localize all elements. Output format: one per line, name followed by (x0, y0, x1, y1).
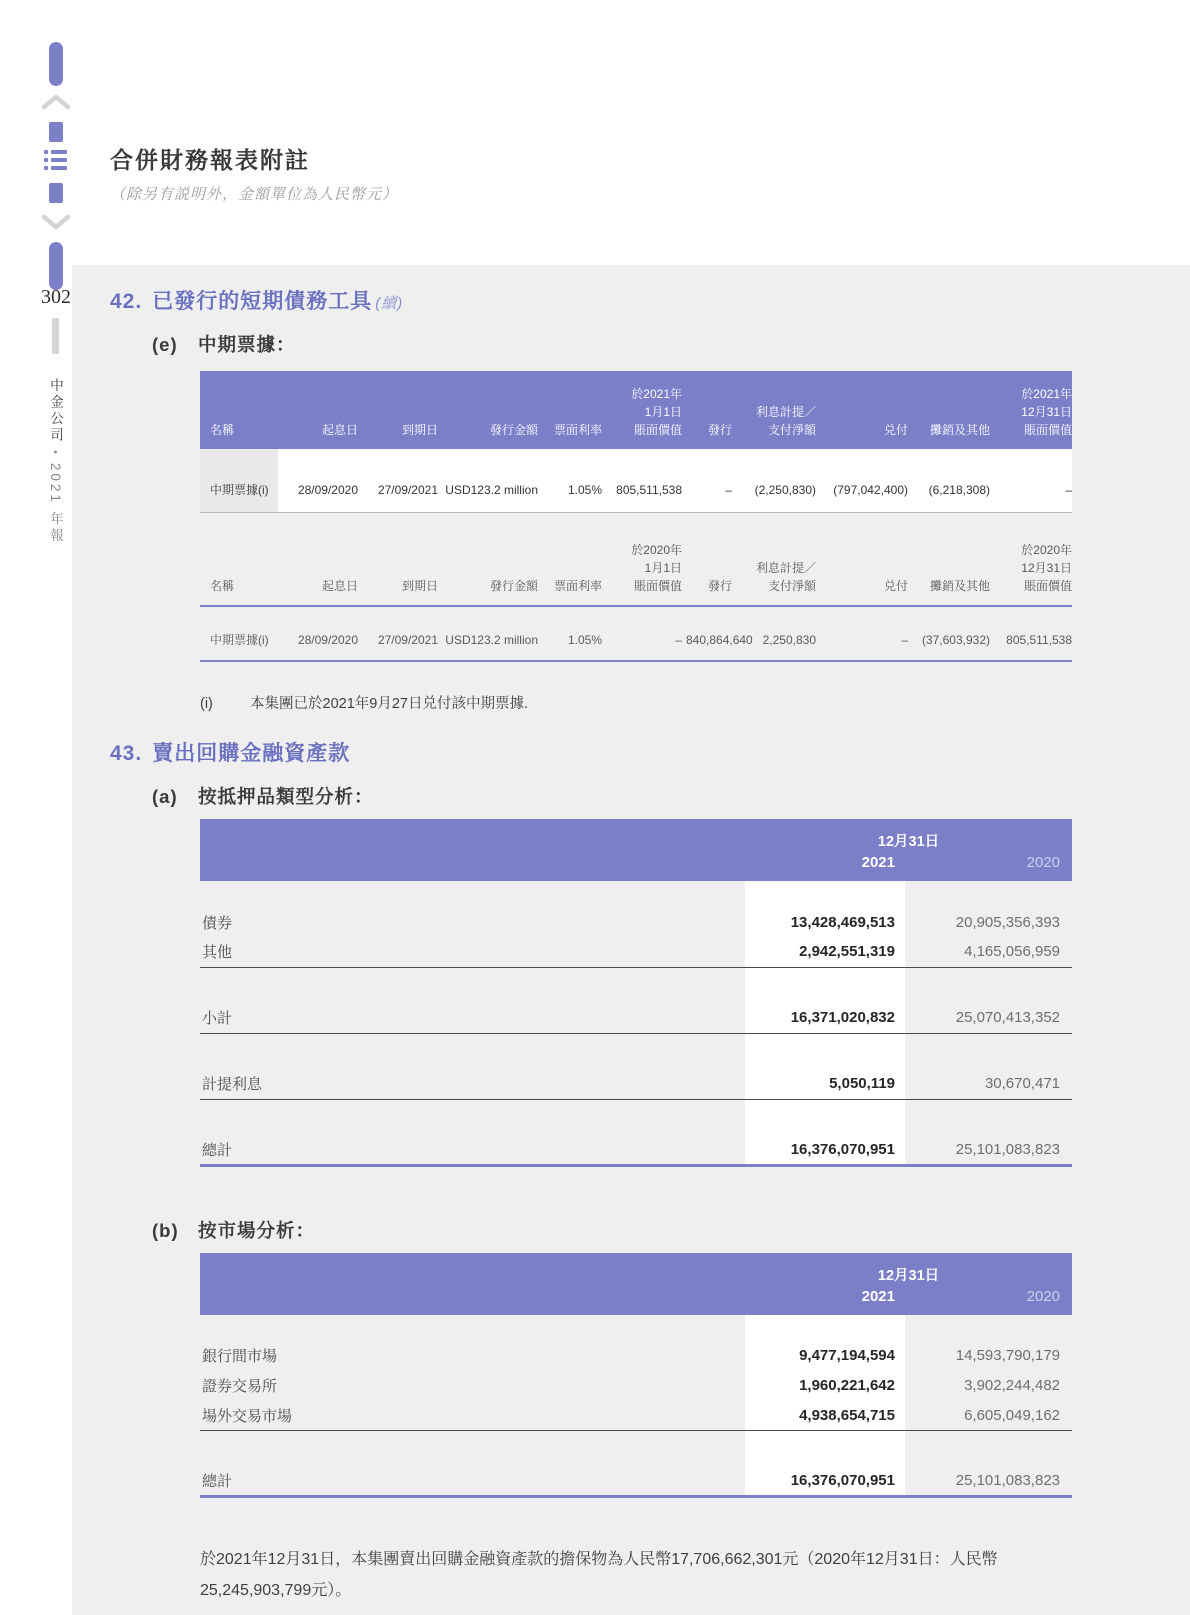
note-name-cell: 中期票據(i) (200, 606, 278, 661)
sidebar-bar-top (49, 42, 63, 86)
col-header-2021: 2021 (745, 851, 905, 881)
content-panel (72, 265, 1190, 1615)
section-number: 42. (110, 290, 143, 313)
spacer-row (200, 967, 1072, 1003)
col-header-2021: 2021 (745, 1285, 905, 1315)
value-cell: – (990, 449, 1072, 513)
date-header: 12月31日 (745, 1253, 1072, 1285)
list-dot (44, 158, 48, 162)
subsection-label: (b) (152, 1219, 179, 1241)
section-42e-heading (152, 331, 1190, 357)
sidebar-bar-small-2 (49, 183, 63, 203)
row-label: 總計 (200, 1467, 745, 1497)
col-header-start-date: 起息日 (278, 371, 358, 449)
interest-row (200, 1069, 1072, 1099)
col-header-start-date: 起息日 (278, 527, 358, 606)
table-row (200, 449, 1072, 513)
col-header-maturity-date: 到期日 (358, 527, 438, 606)
value-cell: 27/09/2021 (358, 606, 438, 661)
section-43b-heading (152, 1217, 1190, 1243)
section-43-heading (110, 737, 1190, 767)
value-2020: 25,101,083,823 (905, 1467, 1072, 1497)
table-row (200, 1401, 1072, 1431)
value-cell: 1.05% (538, 606, 602, 661)
value-2021: 16,376,070,951 (745, 1135, 905, 1165)
col-header-closing-carrying-value: 於2021年 12月31日 賬面價值 (990, 371, 1072, 449)
row-label: 銀行間市場 (202, 1348, 278, 1365)
value-cell: (6,218,308) (908, 449, 990, 513)
col-header-2020: 2020 (905, 1285, 1072, 1315)
list-line (51, 158, 67, 162)
sidebar-grey-bar (52, 318, 59, 354)
document-header (110, 142, 398, 204)
col-header-issue-amount: 發行金額 (438, 371, 538, 449)
spacer-row (200, 1315, 1072, 1341)
section-title: 賣出回購金融資產款 (152, 742, 351, 765)
list-dot (44, 150, 48, 154)
footnote (200, 692, 1190, 713)
value-2021: 4,938,654,715 (745, 1401, 905, 1431)
col-header-redemption: 兑付 (816, 527, 908, 606)
col-header-coupon-rate: 票面利率 (538, 371, 602, 449)
header-spacer (200, 851, 745, 881)
value-2021: 2,942,551,319 (745, 937, 905, 967)
section-continued-tag: (續) (375, 295, 404, 312)
value-cell: 28/09/2020 (278, 449, 358, 513)
medium-term-notes-table-2021 (200, 371, 1072, 513)
col-header-coupon-rate: 票面利率 (538, 527, 602, 606)
table-header-row (200, 819, 1072, 851)
col-header-maturity-date: 到期日 (358, 371, 438, 449)
col-header-closing-carrying-value: 於2020年 12月31日 賬面價值 (990, 527, 1072, 606)
value-2021: 1,960,221,642 (745, 1371, 905, 1401)
total-row (200, 1467, 1072, 1497)
subsection-title: 按抵押品類型分析： (198, 786, 374, 807)
section-42-heading (110, 285, 1190, 315)
value-2021: 16,376,070,951 (745, 1467, 905, 1497)
subsection-title: 中期票據： (198, 334, 296, 355)
value-2020: 3,902,244,482 (964, 1377, 1061, 1394)
value-cell: 28/09/2020 (278, 606, 358, 661)
report-subtitle: （除另有説明外，金額單位為人民幣元） (110, 186, 399, 203)
section-number: 43. (110, 742, 143, 765)
value-cell: 840,864,640 (682, 606, 732, 661)
sidebar-bar-small-1 (49, 122, 63, 142)
side-text (45, 378, 65, 545)
collateral-type-table (200, 819, 1072, 1167)
subsection-title: 按市場分析： (198, 1219, 316, 1241)
list-line (51, 150, 67, 154)
value-2020: 20,905,356,393 (955, 913, 1061, 931)
spacer-row (200, 1033, 1072, 1069)
header-spacer (200, 1285, 745, 1315)
value-cell: 805,511,538 (990, 606, 1072, 661)
subsection-label: (e) (152, 334, 178, 355)
col-header-interest-accrued: 利息計提／ 支付淨額 (732, 371, 816, 449)
table-header-row (200, 1253, 1072, 1285)
market-analysis-table (200, 1253, 1072, 1499)
col-header-opening-carrying-value: 於2021年 1月1日 賬面價值 (602, 371, 682, 449)
subtotal-row (200, 1003, 1072, 1033)
note-name-cell: 中期票據(i) (200, 449, 278, 513)
row-label: 其他 (200, 937, 745, 967)
closing-note: 於2021年12月31日，本集團賣出回購金融資產款的擔保物為人民幣17,706,662,301元（2020年12月31日：人民幣25,245,903,799元）。 (200, 1551, 998, 1600)
list-dot (44, 166, 48, 170)
value-cell: (37,603,932) (908, 606, 990, 661)
chevron-down-icon[interactable] (41, 213, 71, 231)
value-cell: – (682, 449, 732, 513)
spacer-row (200, 881, 1072, 907)
col-header-name: 名稱 (200, 371, 278, 449)
value-cell: (797,042,400) (816, 449, 908, 513)
header-spacer (200, 819, 745, 851)
footnote-text: 本集團已於2021年9月27日兑付該中期票據. (250, 696, 528, 712)
row-label: 債券 (202, 914, 233, 932)
list-line (51, 166, 67, 170)
value-2021: 5,050,119 (745, 1069, 905, 1099)
table-year-row (200, 851, 1072, 881)
row-label: 總計 (200, 1135, 745, 1165)
col-header-redemption: 兑付 (816, 371, 908, 449)
footnote-label: (i) (200, 696, 213, 712)
sidebar-bar-bottom (49, 242, 63, 290)
table-row (200, 907, 1072, 937)
col-header-opening-carrying-value: 於2020年 1月1日 賬面價值 (602, 527, 682, 606)
report-title: 合併財務報表附註 (110, 148, 310, 173)
value-2020: 6,605,049,162 (905, 1401, 1072, 1431)
row-label: 場外交易市場 (200, 1401, 745, 1431)
value-cell: 2,250,830 (732, 606, 816, 661)
row-label: 計提利息 (200, 1069, 745, 1099)
table-row (200, 606, 1072, 661)
col-header-issuance: 發行 (682, 371, 732, 449)
section-43a-heading (152, 783, 1190, 809)
col-header-name: 名稱 (200, 527, 278, 606)
header-spacer (200, 1253, 745, 1285)
col-header-issuance: 發行 (682, 527, 732, 606)
value-cell: 1.05% (538, 449, 602, 513)
value-cell: (2,250,830) (732, 449, 816, 513)
value-cell: – (602, 606, 682, 661)
table-year-row (200, 1285, 1072, 1315)
value-cell: – (816, 606, 908, 661)
row-label: 小計 (200, 1003, 745, 1033)
value-cell: USD123.2 million (438, 606, 538, 661)
side-company: 中金公司 (48, 378, 63, 444)
table-row (200, 937, 1072, 967)
spacer-row (200, 1431, 1072, 1467)
side-bullet: • (49, 450, 61, 457)
col-header-2020: 2020 (905, 851, 1072, 881)
value-2021: 16,371,020,832 (745, 1003, 905, 1033)
section-title: 已發行的短期債務工具 (152, 290, 373, 313)
value-2020: 4,165,056,959 (905, 937, 1072, 967)
value-2021: 13,428,469,513 (745, 907, 905, 937)
value-2020: 25,101,083,823 (905, 1135, 1072, 1165)
table-header-row (200, 371, 1072, 449)
table-header-row (200, 527, 1072, 606)
table-row (200, 1371, 1072, 1401)
medium-term-notes-table-2020 (200, 527, 1072, 662)
col-header-issue-amount: 發行金額 (438, 527, 538, 606)
table-row (200, 1341, 1072, 1371)
chevron-up-icon[interactable] (41, 93, 71, 111)
value-2021: 9,477,194,594 (745, 1341, 905, 1371)
value-2020: 25,070,413,352 (905, 1003, 1072, 1033)
col-header-amortisation-others: 攤銷及其他 (908, 371, 990, 449)
col-header-interest-accrued: 利息計提／ 支付淨額 (732, 527, 816, 606)
value-2020: 30,670,471 (905, 1069, 1072, 1099)
value-cell: USD123.2 million (438, 449, 538, 513)
spacer-row (200, 1099, 1072, 1135)
row-label: 證券交易所 (202, 1378, 278, 1395)
list-icon[interactable] (44, 150, 68, 174)
value-cell: 805,511,538 (602, 449, 682, 513)
col-header-amortisation-others: 攤銷及其他 (908, 527, 990, 606)
value-2020: 14,593,790,179 (955, 1347, 1061, 1364)
page-number: 302 (41, 286, 71, 308)
date-header: 12月31日 (745, 819, 1072, 851)
side-year: 2021 年報 (48, 462, 63, 545)
subsection-label: (a) (152, 786, 178, 807)
total-row (200, 1135, 1072, 1165)
value-cell: 27/09/2021 (358, 449, 438, 513)
